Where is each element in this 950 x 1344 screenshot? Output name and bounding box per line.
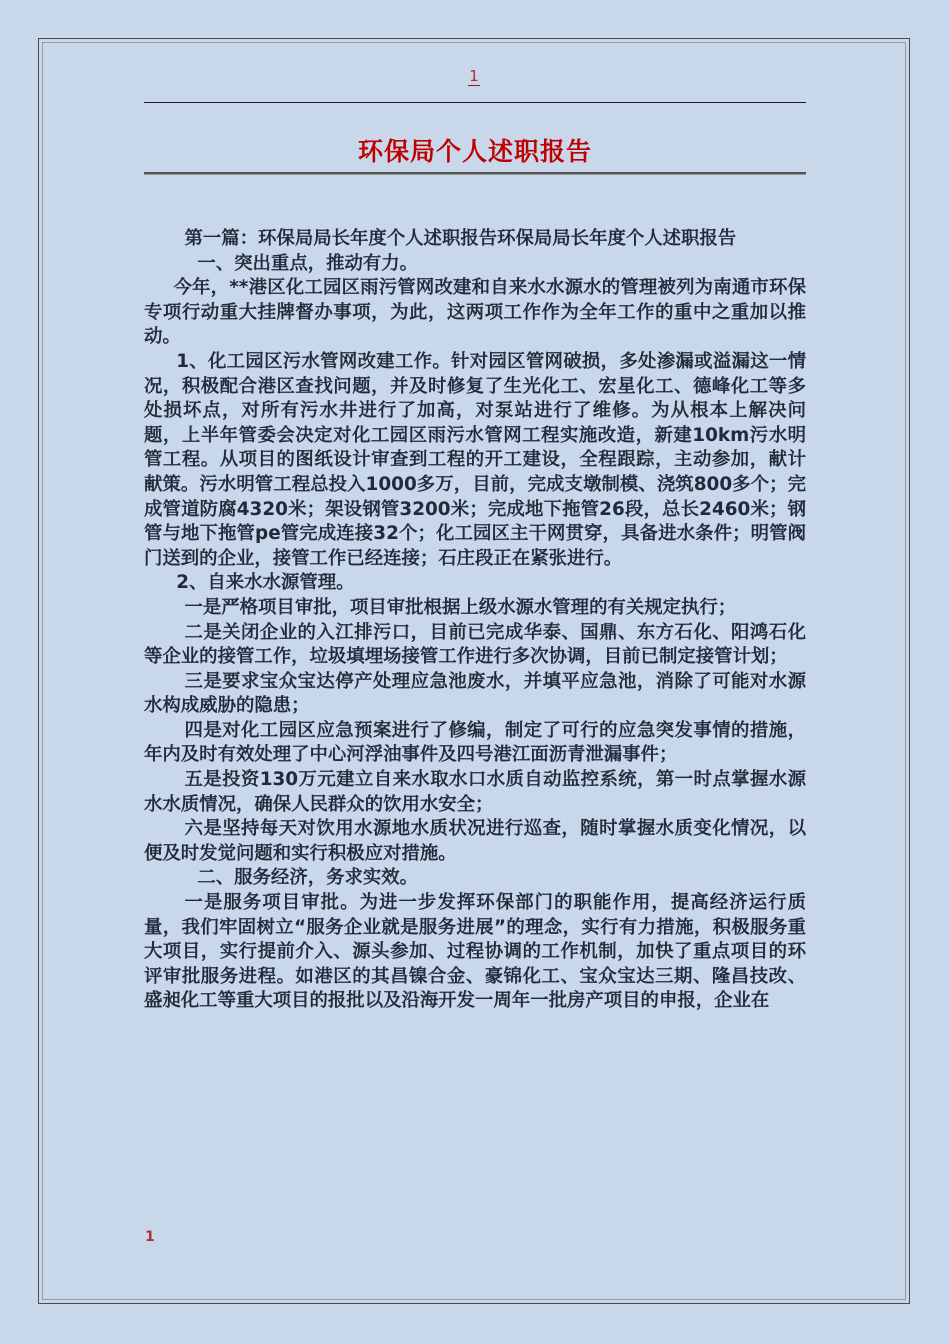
body-paragraph: 1、化工园区污水管网改建工作。针对园区管网破损，多处渗漏或溢漏这一情况，积极配合港区查找问题，并及时修复了生光化工、宏星化工、德峰化工等多处损坏点，对所有污水井进行了加高，对泵站进行了维修。为从根本上解决问题，上半年管委会决定对化工园区雨污水管网工程实施改造，新建10km污水明管工程。从项目的图纸设计审查到工程的开工建设，全程跟踪，主动参加，献计献策。污水明管工程总投入1000多万，目前，完成支墩制模、浇筑800多个；完成管道防腐4320米；架设钢管3200米；完成地下拖管26段，总长2460米；钢管与地下拖管pe管完成连接32个；化工园区主干网贯穿，具备进水条件；明管阀门送到的企业，接管工作已经连接；石庄段正在紧张进行。 (144, 350, 806, 569)
page-frame (38, 38, 910, 1304)
document-body (144, 227, 806, 1014)
body-paragraph: 五是投资130万元建立自来水取水口水质自动监控系统，第一时点掌握水源水水质情况，确保人民群众的饮用水安全； (144, 769, 806, 815)
body-paragraph: 一是严格项目审批，项目审批根据上级水源水管理的有关规定执行； (184, 596, 737, 618)
body-paragraph: 今年，**港区化工园区雨污管网改建和自来水水源水的管理被列为南通市环保专项行动重大挂牌督办事项，为此，这两项工作作为全年工作的重中之重加以推动。 (144, 277, 806, 348)
body-paragraph: 四是对化工园区应急预案进行了修编，制定了可行的应急突发事情的措施，年内及时有效处理了中心河浮油事件及四号港江面沥青泄漏事件； (144, 719, 806, 766)
document-title: 环保局个人述职报告 (357, 137, 592, 166)
body-paragraph: 三是要求宝众宝达停产处理应急池废水，并填平应急池，消除了可能对水源水构成威胁的隐患； (144, 670, 806, 717)
body-paragraph: 第一篇：环保局局长年度个人述职报告环保局局长年度个人述职报告 (184, 228, 737, 249)
body-paragraph: 2、自来水水源管理。 (176, 572, 355, 594)
footer-page-number: 1 (145, 1229, 155, 1245)
title-divider (144, 172, 806, 175)
body-paragraph: 一、突出重点，推动有力。 (197, 252, 419, 274)
header-page-number-text: 1 (469, 67, 479, 85)
body-paragraph: 一是服务项目审批。为进一步发挥环保部门的职能作用，提高经济运行质量，我们牢固树立“服务企业就是服务进展”的理念，实行有力措施，积极服务重大项目，实行提前介入、源头参加、过程协调的工作机制，加快了重点项目的环评审批服务进程。如港区的其昌镍合金、豪锦化工、宝众宝达三期、隆昌技改、盛昶化工等重大项目的报批以及沿海开发一周年一批房产项目的申报，企业在 (144, 892, 806, 1012)
body-paragraph: 二是关闭企业的入江排污口，目前已完成华泰、国鼎、东方石化、阳鸿石化等企业的接管工作，垃圾填埋场接管工作进行多次协调，目前已制定接管计划； (144, 621, 806, 668)
body-paragraph: 六是坚持每天对饮用水源地水质状况进行巡查，随时掌握水质变化情况，以便及时发觉问题和实行积极应对措施。 (144, 818, 806, 864)
header-page-number (39, 67, 909, 85)
header-divider (144, 102, 806, 103)
body-paragraph: 二、服务经济，务求实效。 (197, 867, 419, 889)
